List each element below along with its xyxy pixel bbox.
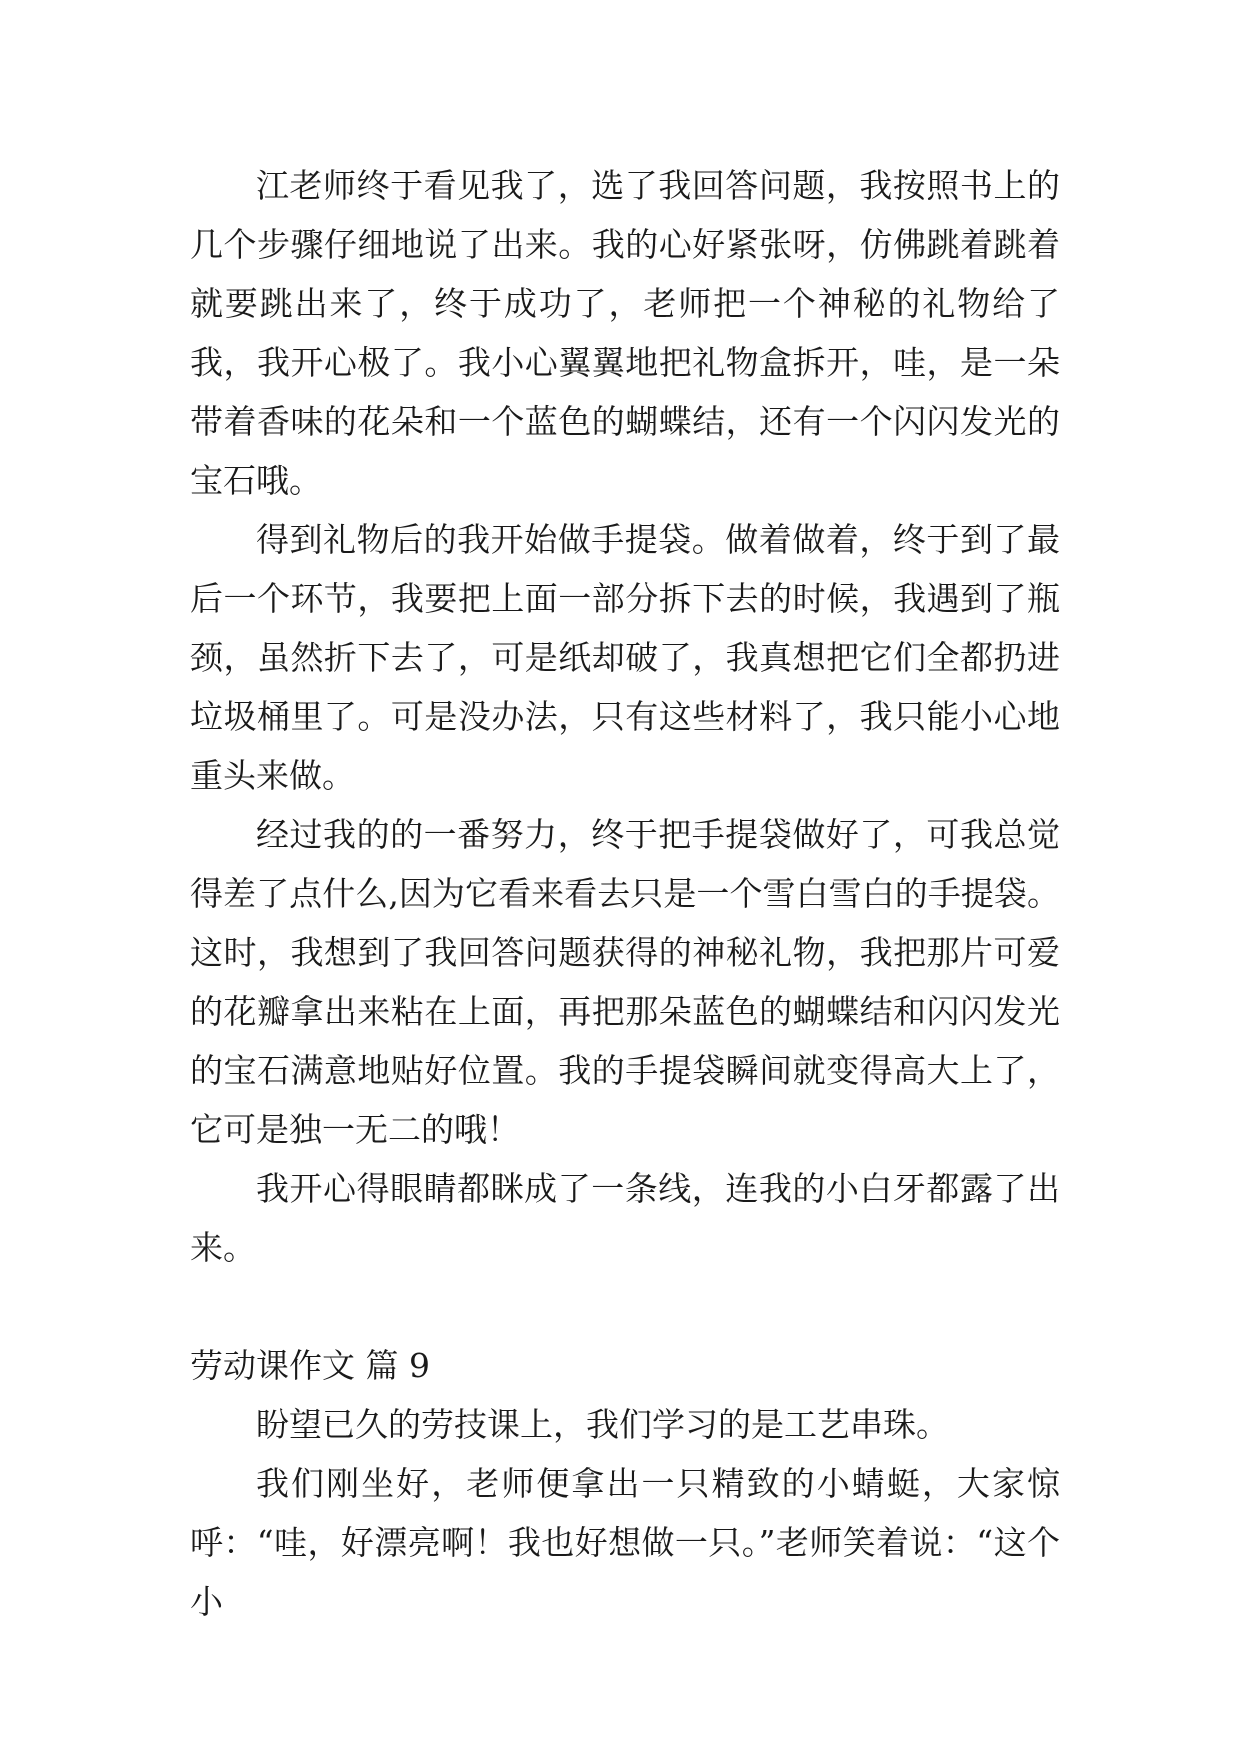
- document-body: [190, 156, 1060, 1631]
- paragraph: 我们刚坐好，老师便拿出一只精致的小蜻蜓，大家惊呼：“哇，好漂亮啊！我也好想做一只。”老师笑着说：“这个小: [190, 1464, 1060, 1621]
- paragraph: 得到礼物后的我开始做手提袋。做着做着，终于到了最后一个环节，我要把上面一部分拆下去的时候，我遇到了瓶颈，虽然折下去了，可是纸却破了，我真想把它们全都扔进垃圾桶里了。可是没办法，只有这些材料了，我只能小心地重头来做。: [190, 520, 1060, 795]
- section-title: 劳动课作文 篇 9: [190, 1346, 430, 1385]
- paragraph: 江老师终于看见我了，选了我回答问题，我按照书上的几个步骤仔细地说了出来。我的心好紧张呀，仿佛跳着跳着就要跳出来了，终于成功了，老师把一个神秘的礼物给了我，我开心极了。我小心翼翼地把礼物盒拆开，哇，是一朵带着香味的花朵和一个蓝色的蝴蝶结，还有一个闪闪发光的宝石哦。: [190, 166, 1060, 500]
- paragraph: 我开心得眼睛都眯成了一条线，连我的小白牙都露了出来。: [190, 1169, 1060, 1267]
- paragraph: 盼望已久的劳技课上，我们学习的是工艺串珠。: [256, 1405, 949, 1444]
- paragraph: 经过我的的一番努力，终于把手提袋做好了，可我总觉得差了点什么,因为它看来看去只是一个雪白雪白的手提袋。这时，我想到了我回答问题获得的神秘礼物，我把那片可爱的花瓣拿出来粘在上面，再把那朵蓝色的蝴蝶结和闪闪发光的宝石满意地贴好位置。我的手提袋瞬间就变得高大上了，它可是独一无二的哦！: [190, 815, 1060, 1149]
